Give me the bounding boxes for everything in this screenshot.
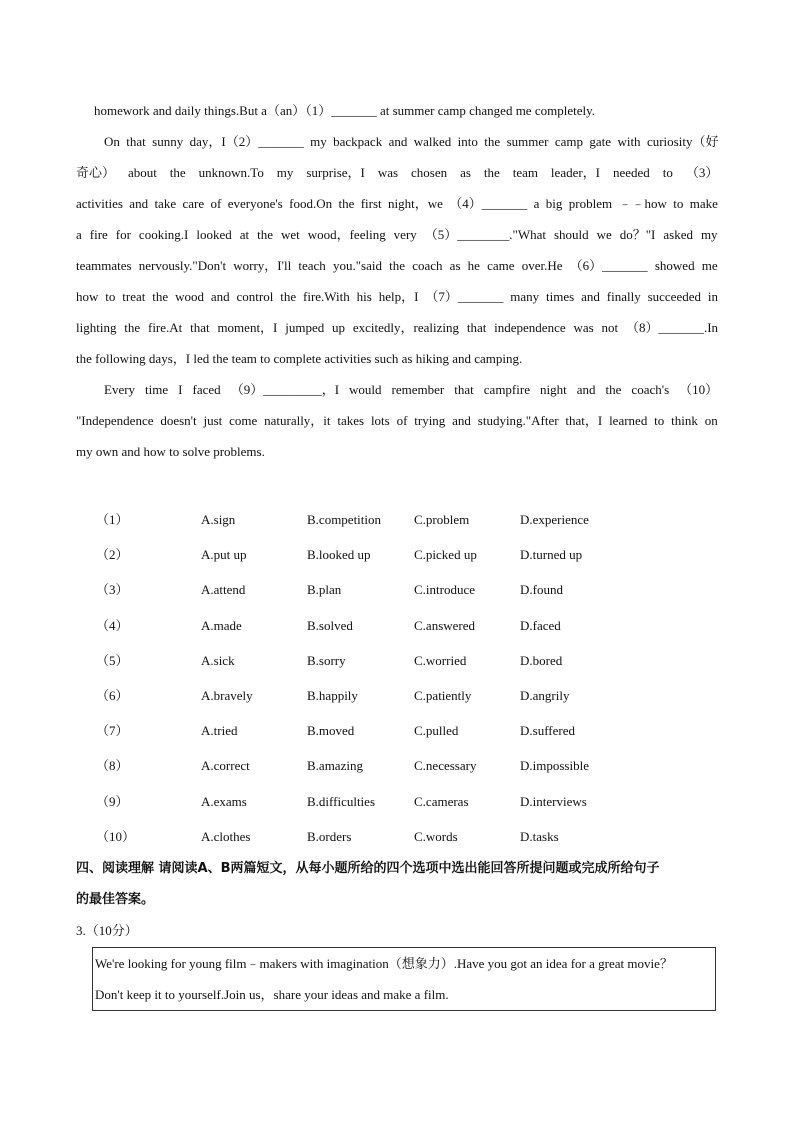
option-b[interactable]: B.plan <box>307 582 342 598</box>
option-row <box>0 748 794 783</box>
option-row <box>0 819 794 854</box>
question-number: （10） <box>96 828 136 844</box>
option-c[interactable]: C.problem <box>414 512 470 527</box>
passage-line: the following days，I led the team to complete activities such as hiking and camping. <box>76 351 523 366</box>
option-d[interactable]: D.angrily <box>520 687 570 703</box>
option-c[interactable]: C.words <box>414 828 458 844</box>
option-a[interactable]: A.sign <box>201 512 236 527</box>
option-row <box>0 608 794 643</box>
passage-line: On that sunny day，I（2）_______ my backpack and walked into the summer camp gate with curiosity（好 <box>104 134 719 149</box>
option-c[interactable]: C.answered <box>414 617 476 633</box>
passage-line: lighting the fire.At that moment，I jumped up excitedly，realizing that independence was not （8）_______.In <box>76 320 719 335</box>
option-c[interactable]: C.introduce <box>414 582 476 598</box>
option-c[interactable]: C.worried <box>414 652 467 668</box>
option-b[interactable]: B.solved <box>307 617 353 633</box>
option-a[interactable]: A.made <box>201 617 242 633</box>
option-a[interactable]: A.put up <box>201 547 247 563</box>
option-b[interactable]: B.looked up <box>307 547 371 563</box>
option-d[interactable]: D.impossible <box>520 758 589 774</box>
option-row <box>0 502 794 537</box>
option-b[interactable]: B.moved <box>307 723 355 739</box>
question-number: （6） <box>96 687 129 703</box>
reading-passage-box <box>92 947 716 1011</box>
option-a[interactable]: A.tried <box>201 723 238 739</box>
section-heading-line: 的最佳答案。 <box>76 892 155 907</box>
option-row <box>0 572 794 607</box>
box-line: We're looking for young film﹣makers with imagination（想象力）.Have you got an idea for a great movie？ <box>95 956 673 971</box>
option-d[interactable]: D.turned up <box>520 547 583 563</box>
option-b[interactable]: B.competition <box>307 512 382 527</box>
options-table <box>0 502 794 854</box>
option-c[interactable]: C.necessary <box>414 758 477 774</box>
question-number: （9） <box>96 793 129 809</box>
option-row <box>0 713 794 748</box>
option-b[interactable]: B.difficulties <box>307 793 376 809</box>
passage-paragraph-2 <box>76 126 718 374</box>
passage-line: "Independence doesn't just come naturally，it takes lots of trying and studying."After that，I learned to think on <box>76 413 718 428</box>
section-heading <box>76 853 718 915</box>
option-a[interactable]: A.correct <box>201 758 250 774</box>
option-c[interactable]: C.cameras <box>414 793 469 809</box>
option-b[interactable]: B.sorry <box>307 652 346 668</box>
question-number: （8） <box>96 758 129 774</box>
option-b[interactable]: B.orders <box>307 828 352 844</box>
option-row <box>0 537 794 572</box>
question-number: （1） <box>96 512 129 527</box>
option-d[interactable]: D.bored <box>520 652 563 668</box>
passage-line: 奇心） about the unknown.To my surprise，I was chosen as the team leader，I needed to （3） <box>76 165 719 180</box>
option-a[interactable]: A.bravely <box>201 687 253 703</box>
question-number: （4） <box>96 617 129 633</box>
question-number: （2） <box>96 547 129 563</box>
question-number: （7） <box>96 723 129 739</box>
option-d[interactable]: D.faced <box>520 617 561 633</box>
passage-line: teammates nervously."Don't worry，I'll teach you."said the coach as he came over.He （6）_______ showed me <box>76 258 718 273</box>
passage-line: how to treat the wood and control the fire.With his help，I （7）_______ many times and finally succeeded in <box>76 289 719 304</box>
passage-paragraph-3 <box>76 374 718 467</box>
option-row <box>0 678 794 713</box>
question-number-label: 3.（10分） <box>76 923 138 938</box>
passage-line: a fire for cooking.I looked at the wet wood，feeling very （5）________."What should we do？"I asked my <box>76 227 718 242</box>
option-row <box>0 784 794 819</box>
option-b[interactable]: B.happily <box>307 687 358 703</box>
option-c[interactable]: C.pulled <box>414 723 459 739</box>
option-b[interactable]: B.amazing <box>307 758 363 774</box>
option-a[interactable]: A.attend <box>201 582 246 598</box>
option-d[interactable]: D.found <box>520 582 563 598</box>
passage-line: my own and how to solve problems. <box>76 444 265 459</box>
box-line: Don't keep it to yourself.Join us，share your ideas and make a film. <box>95 987 449 1002</box>
option-a[interactable]: A.clothes <box>201 828 251 844</box>
passage-line: activities and take care of everyone's food.On the first night，we （4）_______ a big problem ﹣﹣how to make <box>76 196 718 211</box>
section-heading-line: 四、阅读理解 请阅读A、B两篇短文，从每小题所给的四个选项中选出能回答所提问题或完成所给句子 <box>76 861 660 876</box>
passage-line: homework and daily things.But a（an）（1）_______ at summer camp changed me completely. <box>94 103 595 118</box>
option-d[interactable]: D.experience <box>520 512 589 527</box>
question-number: （3） <box>96 582 129 598</box>
option-c[interactable]: C.picked up <box>414 547 477 563</box>
option-d[interactable]: D.suffered <box>520 723 575 739</box>
option-row <box>0 643 794 678</box>
question-number: （5） <box>96 652 129 668</box>
option-d[interactable]: D.tasks <box>520 828 559 844</box>
passage-paragraph-1 <box>76 95 718 126</box>
option-a[interactable]: A.exams <box>201 793 247 809</box>
passage-line: Every time I faced （9）_________，I would remember that campfire night and the coach's （10） <box>104 382 719 397</box>
option-d[interactable]: D.interviews <box>520 793 587 809</box>
option-c[interactable]: C.patiently <box>414 687 472 703</box>
option-a[interactable]: A.sick <box>201 652 235 668</box>
